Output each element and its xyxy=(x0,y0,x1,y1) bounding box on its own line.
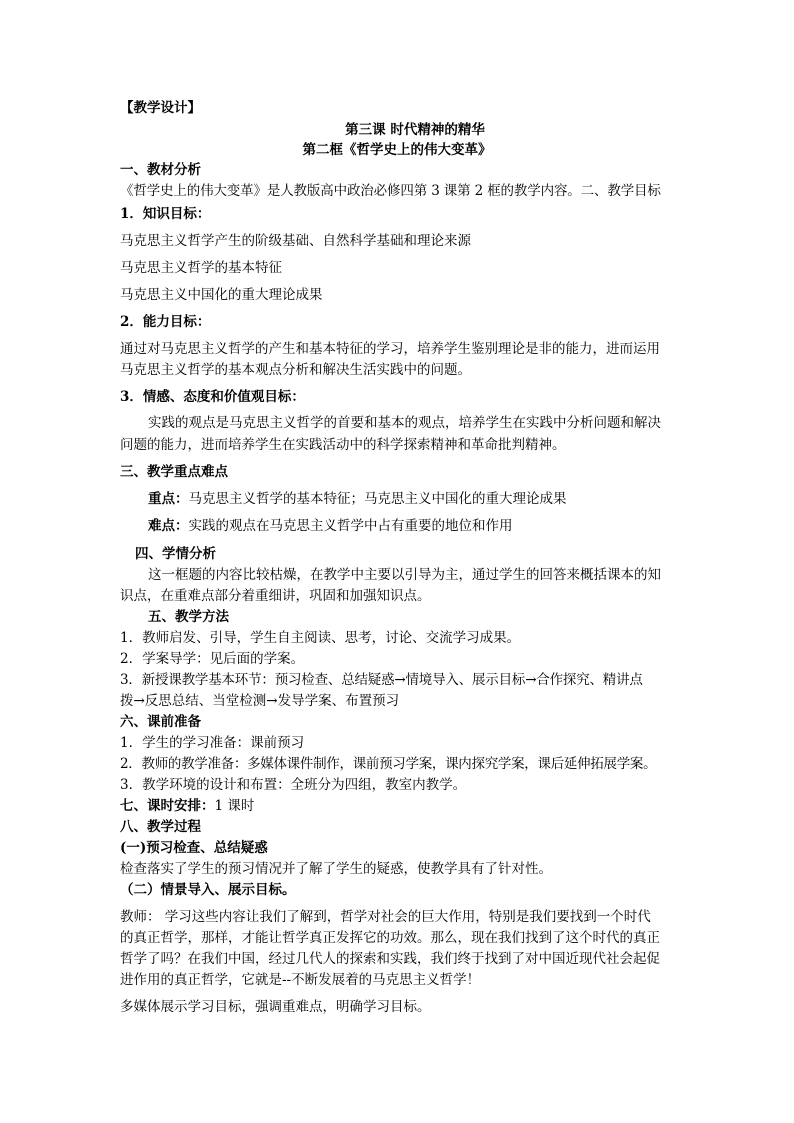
process-step-2-heading: （二）情景导入、展示目标。 xyxy=(120,882,296,898)
s6-heading: 六、课前准备 xyxy=(120,714,201,730)
s5-line-2: 2．学案导学：见后面的学案。 xyxy=(120,651,305,667)
s4-line-2: 识点，在重难点部分着重细讲，巩固和加强知识点。 xyxy=(120,588,431,604)
teacher-line-2: 的真正哲学，那样，才能让哲学真正发挥它的功效。那么，现在我们找到了这个时代的真正 xyxy=(120,930,660,946)
teacher-line-3: 哲学了吗？在我们中国，经过几代人的探索和实践，我们终于找到了对中国近现代社会起促 xyxy=(120,951,660,967)
s8-heading: 八、教学过程 xyxy=(120,819,201,835)
s6-line-1: 1．学生的学习准备：课前预习 xyxy=(120,735,305,751)
multimedia-line: 多媒体展示学习目标，强调重难点，明确学习目标。 xyxy=(120,999,431,1015)
key-point-label: 重点： xyxy=(148,491,189,507)
emotion-line-1: 实践的观点是马克思主义哲学的首要和基本的观点，培养学生在实践中分析问题和解决 xyxy=(148,415,661,431)
process-step-1-text: 检查落实了学生的预习情况并了解了学生的疑惑，使教学具有了针对性。 xyxy=(120,861,552,877)
difficult-point-label: 难点： xyxy=(148,518,189,534)
s6-line-3: 3．教学环境的设计和布置：全班分为四组，教室内教学。 xyxy=(120,777,467,793)
section-title: 第二框《哲学史上的伟大变革》 xyxy=(302,142,492,158)
emotion-line-2: 问题的能力，进而培养学生在实践活动中的科学探索精神和革命批判精神。 xyxy=(120,437,566,453)
s3-heading: 三、教学重点难点 xyxy=(120,464,228,480)
knowledge-item-1: 马克思主义哲学产生的阶级基础、自然科学基础和理论来源 xyxy=(120,233,471,249)
s5-line-4: 拨→反思总结、当堂检测→发导学案、布置预习 xyxy=(120,693,400,709)
lesson-title: 第三课 时代精神的精华 xyxy=(345,122,485,138)
difficult-point-line xyxy=(148,517,513,535)
knowledge-item-2: 马克思主义哲学的基本特征 xyxy=(120,260,282,276)
ability-line-1: 通过对马克思主义哲学的产生和基本特征的学习，培养学生鉴别理论是非的能力，进而运用 xyxy=(120,341,660,357)
s7-line xyxy=(120,797,254,815)
s1-heading: 一、教材分析 xyxy=(120,162,201,178)
ability-line-2: 马克思主义哲学的基本观点分析和解决生活实践中的问题。 xyxy=(120,362,471,378)
knowledge-heading: 1．知识目标： xyxy=(120,206,211,222)
teacher-line-1: 教师： 学习这些内容让我们了解到，哲学对社会的巨大作用，特别是我们要找到一个时代 xyxy=(120,909,651,925)
s5-line-3: 3．新授课教学基本环节：预习检查、总结疑惑→情境导入、展示目标→合作探究、精讲点 xyxy=(120,672,643,688)
ability-heading: 2．能力目标： xyxy=(120,314,211,330)
s7-heading: 七、课时安排： xyxy=(120,798,215,814)
knowledge-item-3: 马克思主义中国化的重大理论成果 xyxy=(120,287,323,303)
header-label: 【教学设计】 xyxy=(120,100,201,116)
key-point-line xyxy=(148,490,567,508)
s4-heading: 四、学情分析 xyxy=(135,546,216,562)
difficult-point-text: 实践的观点在马克思主义哲学中占有重要的地位和作用 xyxy=(188,518,513,534)
s4-line-1: 这一框题的内容比较枯燥，在教学中主要以引导为主，通过学生的回答来概括课本的知 xyxy=(148,567,661,583)
s1-text: 《哲学史上的伟大变革》是人教版高中政治必修四第 3 课第 2 框的教学内容。二、教学目标 xyxy=(120,183,661,199)
s7-value: 1 课时 xyxy=(214,798,255,814)
key-point-text: 马克思主义哲学的基本特征；马克思主义中国化的重大理论成果 xyxy=(188,491,567,507)
process-step-1-heading: (一)预习检查、总结疑惑 xyxy=(120,840,268,856)
teacher-line-4: 进作用的真正哲学，它就是--不断发展着的马克思主义哲学！ xyxy=(120,972,481,988)
emotion-heading: 3．情感、态度和价值观目标： xyxy=(120,389,305,405)
s6-line-2: 2．教师的教学准备：多媒体课件制作，课前预习学案，课内探究学案，课后延伸拓展学案。 xyxy=(120,756,657,772)
s5-line-1: 1．教师启发、引导，学生自主阅读、思考，讨论、交流学习成果。 xyxy=(120,630,521,646)
s5-heading: 五、教学方法 xyxy=(148,609,229,625)
